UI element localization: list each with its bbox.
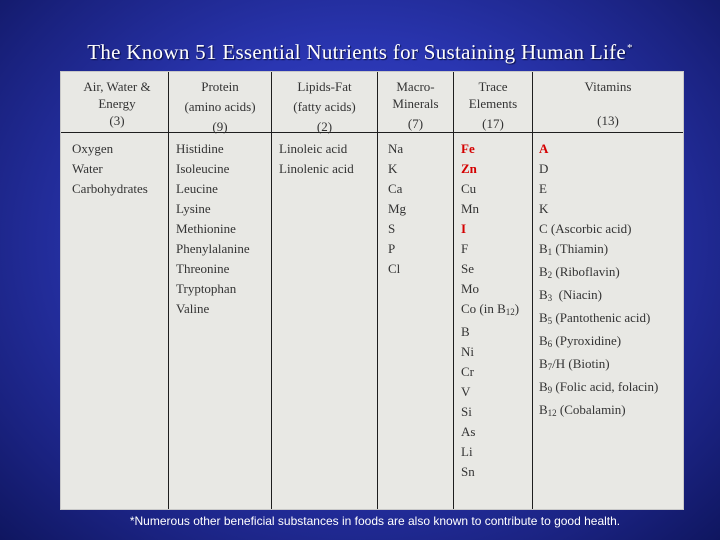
list-item: As <box>461 424 476 439</box>
list-item: Leucine <box>176 181 218 196</box>
column-divider <box>532 72 533 509</box>
header-trace-elements: Trace Elements (17) <box>468 79 518 131</box>
column-divider <box>453 72 454 509</box>
list-item: B <box>461 324 470 339</box>
list-item: Mo <box>461 281 480 296</box>
nutrient-table <box>60 71 684 510</box>
column-divider <box>168 72 169 509</box>
list-item: Histidine <box>176 141 224 156</box>
list-item: $B_7/H$ (Biotin) <box>539 356 610 372</box>
list-item: $B_1$ (Thiamin) <box>539 241 609 257</box>
list-vitamins <box>539 139 658 423</box>
list-protein <box>176 139 250 319</box>
list-item: Mn <box>461 201 480 216</box>
header-protein: Protein (amino acids) (9) <box>184 79 256 134</box>
list-item: S <box>388 221 396 236</box>
list-macro-minerals <box>388 139 406 279</box>
header-vitamins: Vitamins (13) <box>584 79 632 128</box>
header-macro-minerals: Macro- Minerals (7) <box>392 79 439 131</box>
list-item: Si <box>461 404 472 419</box>
list-item: Cl <box>388 261 401 276</box>
list-item: $B_{12}$ (Cobalamin) <box>539 402 626 418</box>
list-item: Phenylalanine <box>176 241 250 256</box>
list-item: Isoleucine <box>176 161 230 176</box>
list-item: Se <box>461 261 474 276</box>
list-item: Ca <box>388 181 403 196</box>
list-air-water-energy <box>72 139 148 199</box>
list-item: V <box>461 384 471 399</box>
list-item: K <box>539 201 549 216</box>
list-item: Oxygen <box>72 141 114 156</box>
column-divider <box>377 72 378 509</box>
list-item: Valine <box>176 301 210 316</box>
list-item: Mg <box>388 201 407 216</box>
header-lipids: Lipids-Fat (fatty acids) (2) <box>293 79 356 134</box>
list-item: K <box>388 161 398 176</box>
footnote: *Numerous other beneficial substances in foods are also known to contribute to good health. <box>129 514 621 528</box>
slide-title: The Known 51 Essential Nutrients for Sustaining Human Life* <box>87 40 633 64</box>
list-item: Linoleic acid <box>279 141 348 156</box>
list-lipids <box>279 139 354 179</box>
list-item: F <box>461 241 469 256</box>
list-item: E <box>539 181 547 196</box>
list-item: Methionine <box>176 221 236 236</box>
list-item: Water <box>72 161 103 176</box>
list-item: Linolenic acid <box>279 161 354 176</box>
list-item: Lysine <box>176 201 211 216</box>
list-item: A <box>539 141 549 156</box>
list-item: $B_6$ (Pyroxidine) <box>539 333 622 349</box>
list-item: $B_9$ (Folic acid, folacin) <box>539 379 659 395</box>
list-item: $B_3$ (Niacin) <box>539 287 602 303</box>
list-item: Tryptophan <box>176 281 237 296</box>
list-item: I <box>461 221 467 236</box>
list-item: $B_2$ (Riboflavin) <box>539 264 620 280</box>
list-item: D <box>539 161 549 176</box>
list-trace-elements <box>461 139 519 482</box>
list-item: Cu <box>461 181 477 196</box>
list-item: P <box>388 241 396 256</box>
list-item: Cr <box>461 364 474 379</box>
list-item: Zn <box>461 161 477 176</box>
list-item: Na <box>388 141 404 156</box>
list-item: $B_5$ (Pantothenic acid) <box>539 310 651 326</box>
list-item: Carbohydrates <box>72 181 148 196</box>
column-divider <box>271 72 272 509</box>
list-item: Li <box>461 444 473 459</box>
list-item: Ni <box>461 344 474 359</box>
list-item: Sn <box>461 464 475 479</box>
list-item: Fe <box>461 141 475 156</box>
header-air-water-energy: Air, Water & Energy (3) <box>83 79 151 128</box>
list-item: Threonine <box>176 261 230 276</box>
list-item: Co (in $B_{12}$) <box>461 301 520 317</box>
list-item: C (Ascorbic acid) <box>539 221 632 236</box>
